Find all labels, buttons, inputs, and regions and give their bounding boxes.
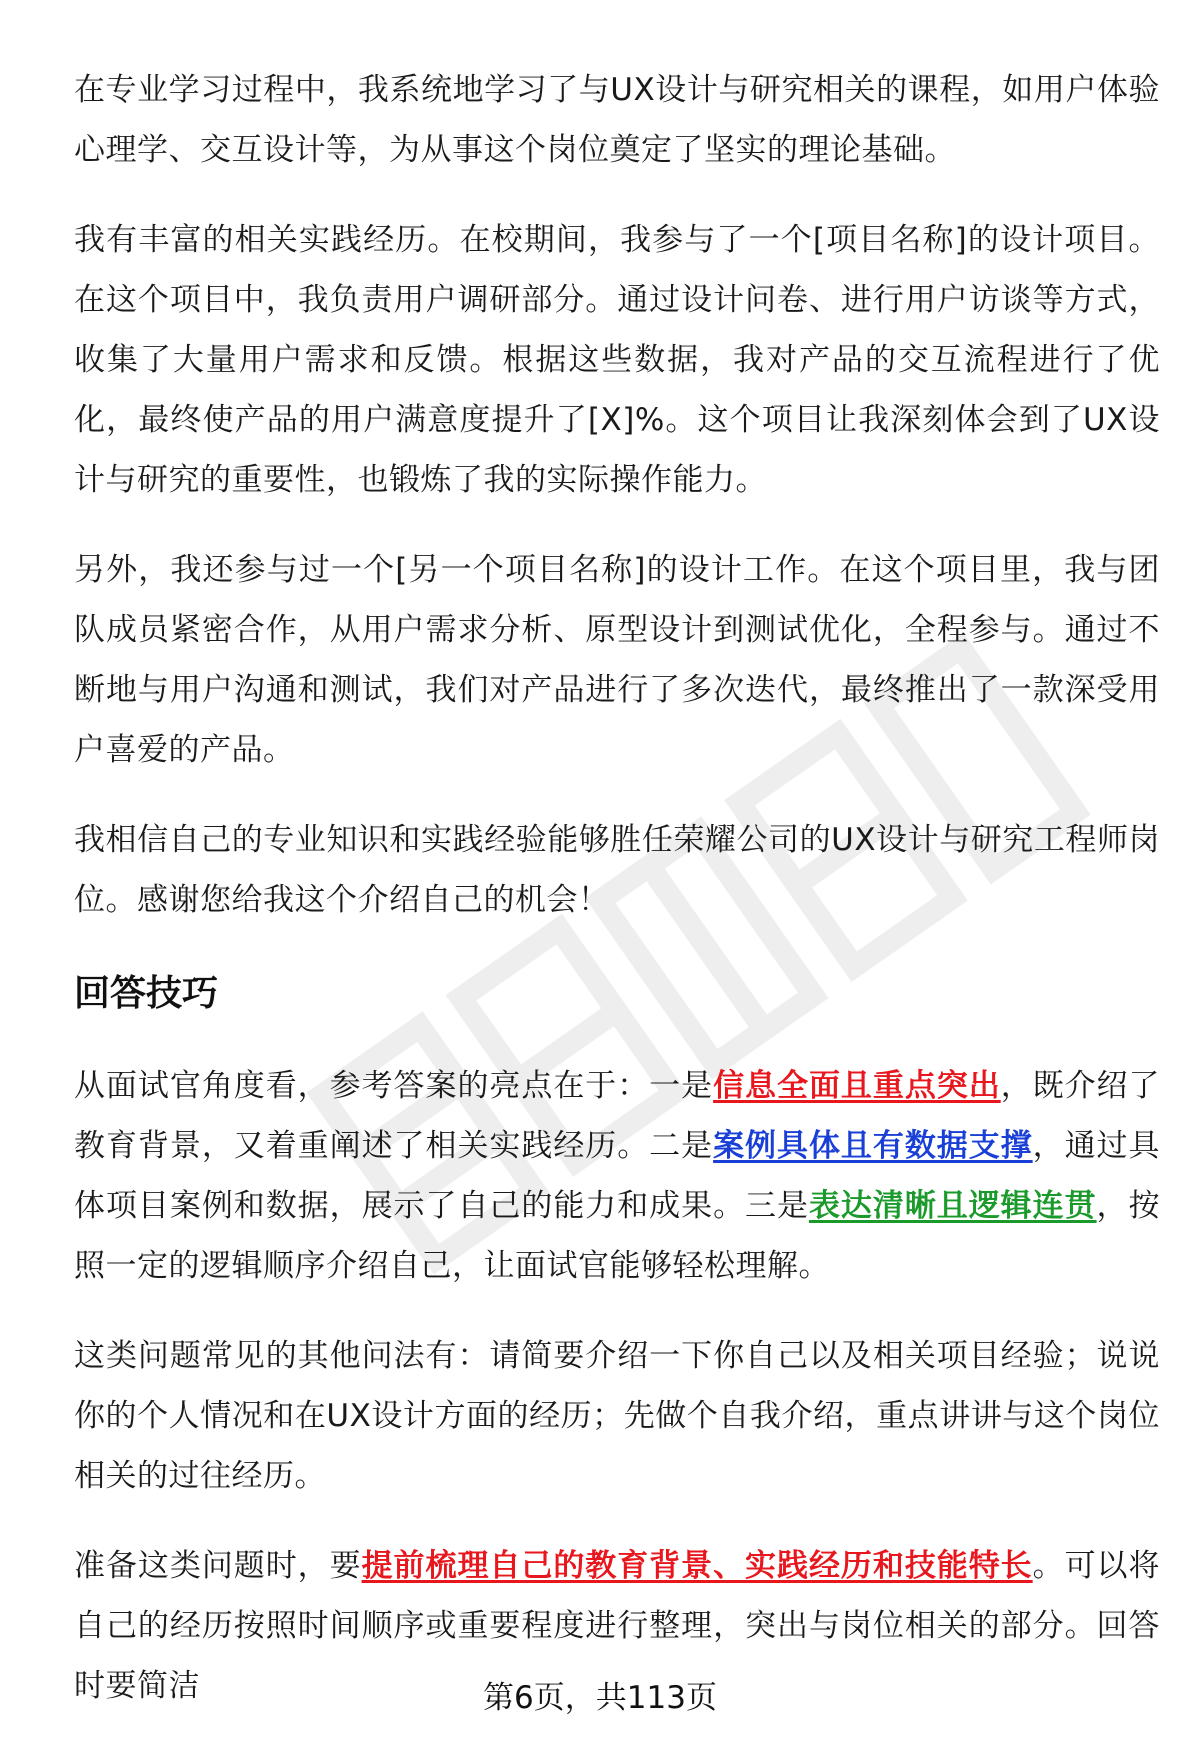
document-page [74, 60, 1160, 1746]
tips-text-3: ，通过具体项目案例和数据，展示了自己的能力和成果。三是 [74, 1128, 1161, 1224]
section-heading: 回答技巧 [74, 973, 219, 1014]
highlight-blue: 案例具体且有数据支撑 [713, 1128, 1033, 1164]
highlight-green: 表达清晰且逻辑连贯 [808, 1188, 1097, 1224]
prepare-text-1: 准备这类问题时，要 [74, 1548, 362, 1584]
page-footer: 第6页，共113页 [483, 1680, 717, 1716]
paragraph-education: 在专业学习过程中，我系统地学习了与UX设计与研究相关的课程，如用户体验心理学、交互设计等，为从事这个岗位奠定了坚实的理论基础。 [74, 72, 1160, 168]
tips-text-4: ，按照一定的逻辑顺序介绍自己，让面试官能够轻松理解。 [74, 1188, 1161, 1284]
paragraph-experience-2: 另外，我还参与过一个[另一个项目名称]的设计工作。在这个项目里，我与团队成员紧密合作，从用户需求分析、原型设计到测试优化，全程参与。通过不断地与用户沟通和测试，我们对产品进行了多次迭代，最终推出了一款深受用户喜爱的产品。 [74, 552, 1160, 768]
highlight-red-1: 信息全面且重点突出 [713, 1068, 1001, 1104]
paragraph-tips [74, 1056, 1160, 1296]
tips-text-1: 从面试官角度看，参考答案的亮点在于：一是 [74, 1068, 714, 1104]
prepare-text-2: 。可以将自己的经历按照时间顺序或重要程度进行整理，突出与岗位相关的部分。回答时要简洁 [74, 1548, 1161, 1704]
paragraph-closing: 我相信自己的专业知识和实践经验能够胜任荣耀公司的UX设计与研究工程师岗位。感谢您给我这个介绍自己的机会！ [74, 822, 1160, 918]
paragraph-experience-1: 我有丰富的相关实践经历。在校期间，我参与了一个[项目名称]的设计项目。在这个项目中，我负责用户调研部分。通过设计问卷、进行用户访谈等方式，收集了大量用户需求和反馈。根据这些数据，我对产品的交互流程进行了优化，最终使产品的用户满意度提升了[X]%。这个项目让我深刻体会到了UX设计与研究的重要性，也锻炼了我的实际操作能力。 [74, 222, 1160, 498]
paragraph-other-questions: 这类问题常见的其他问法有：请简要介绍一下你自己以及相关项目经验；说说你的个人情况和在UX设计方面的经历；先做个自我介绍，重点讲讲与这个岗位相关的过往经历。 [74, 1338, 1160, 1494]
highlight-red-2: 提前梳理自己的教育背景、实践经历和技能特长 [361, 1548, 1033, 1584]
tips-text-2: ，既介绍了教育背景，又着重阐述了相关实践经历。二是 [74, 1068, 1161, 1164]
